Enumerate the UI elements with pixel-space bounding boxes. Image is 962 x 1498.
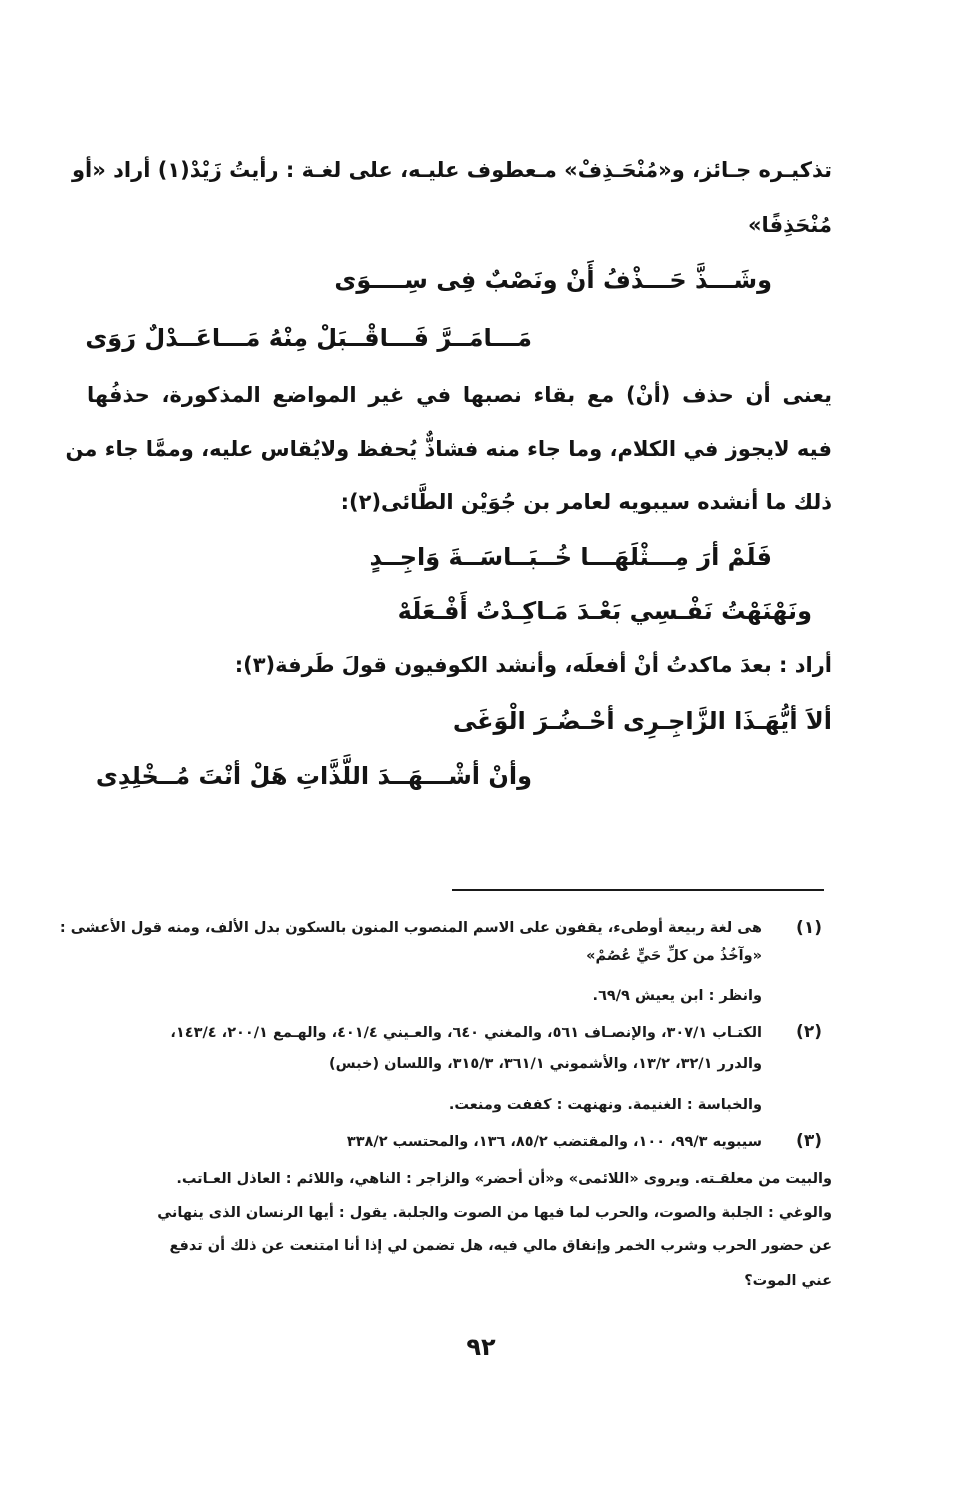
body-line-3: يعنى أن حذف (أنْ) مع بقاء نصبها في غير المواضع المذكورة، حذفُها	[87, 383, 832, 407]
verse-1-second-hemistich: مَـــامَــرَّ فَـــاقْــبَلْ مِنْهُ مَـــاعَــدْلٌ رَوَى	[85, 324, 532, 352]
footnote-1-line-1: هى لغة ربيعة أوطىء، يقفون على الاسم المنصوب المنون بالسكون بدل الألف، ومنه قول الأعشى :	[59, 920, 762, 936]
body-line-4: فيه لايجوز في الكلام، وما جاء منه فشاذٌّ يُحفظ ولايُقاس عليه، وممَّا جاء من	[65, 437, 832, 461]
verse-2-second-hemistich: ونَهْنَهْتُ نَفْـسِي بَعْـدَ مَـاكِـدْتُ أَفْـعَلَهْ	[397, 597, 812, 625]
footnote-marker-3: (٣)	[796, 1131, 822, 1151]
verse-3-second-hemistich: وأنْ أشْـــهَــدَ اللَّذَّاتِ هَلْ أنْتَ مُــخْلِدِى	[95, 762, 532, 790]
footnote-3-line-2: والبيت من معلقـته. ويروى «اللائمى» و«أن أحضر» والزاجر : الناهي، واللائم : العاذل العـاتب.	[176, 1171, 832, 1187]
footnote-2-line-1: الكتـاب ٣٠٧/١، والإنصـاف ٥٦١، والمغني ٦٤٠، والعـيني ٤٠١/٤، والهـمع ٢٠٠/١، ١٤٣/٤،	[170, 1025, 762, 1041]
body-line-1: تذكيـره جـائز، و«مُنْحَـذِفْ» مـعطوف عليـه، على لغـة : رأيتُ زَيْدْ(١) أراد «أو	[72, 158, 832, 182]
footnote-1-line-2: «وآخُذُ من كلِّ حَيٍّ عُصُمْ»	[586, 948, 762, 964]
footnote-1-line-3: وانظر : ابن يعيش ٦٩/٩.	[592, 988, 762, 1004]
footnote-3-line-5: عني الموت؟	[744, 1273, 832, 1289]
verse-2-first-hemistich: فَلَمْ أرَ مِـــثْلَهَـــا خُــبَــاسَــةَ وَاجِــدٍ	[369, 543, 772, 571]
footnote-2-line-2: والدرر ٣٢/١، ١٣/٢، والأشموني ٣٦١/١، ٣١٥/٣، واللسان (خبس)	[328, 1056, 762, 1072]
footnote-marker-1: (١)	[796, 918, 822, 938]
footnote-separator	[452, 889, 824, 891]
body-line-5: ذلك ما أنشده سيبويه لعامر بن جُوَيْن الطَّائى(٢):	[340, 490, 832, 514]
footnote-2-line-3: والخباسة : الغنيمة. ونهنهت : كففت ومنعت.	[448, 1097, 762, 1113]
footnote-3-line-1: سيبويه ٩٩/٣، ١٠٠، والمقتضب ٨٥/٢، ١٣٦، والمحتسب ٣٣٨/٢	[346, 1134, 762, 1150]
footnote-3-line-3: والوغي : الجلبة والصوت، والحرب لما فيها من الصوت والجلبة. يقول : أيها الرنسان الذى ينهاني	[157, 1205, 832, 1221]
body-line-6: أراد : بعدَ ماكدتُ أنْ أفعلَه، وأنشد الكوفيون قولَ طَرفة(٣):	[234, 653, 832, 677]
page-number: ٩٢	[466, 1333, 496, 1361]
verse-3-first-hemistich: ألاَ أيُّهَـذَا الزَّاجِـرِى أحْـضُـرَ الْوَغَى	[452, 707, 832, 735]
footnote-marker-2: (٢)	[796, 1022, 822, 1042]
verse-1-first-hemistich: وشَـــذَّ حَـــذْفُ أَنْ ونَصْبٌ فِى سِــــوَى	[334, 266, 772, 294]
body-line-2: مُنْحَذِفًا»	[747, 213, 832, 237]
footnote-3-line-4: عن حضور الحرب وشرب الخمر وإنفاق مالي فيه، هل تضمن لي إذا أنا امتنعت عن ذلك أن تدفع	[169, 1238, 832, 1254]
